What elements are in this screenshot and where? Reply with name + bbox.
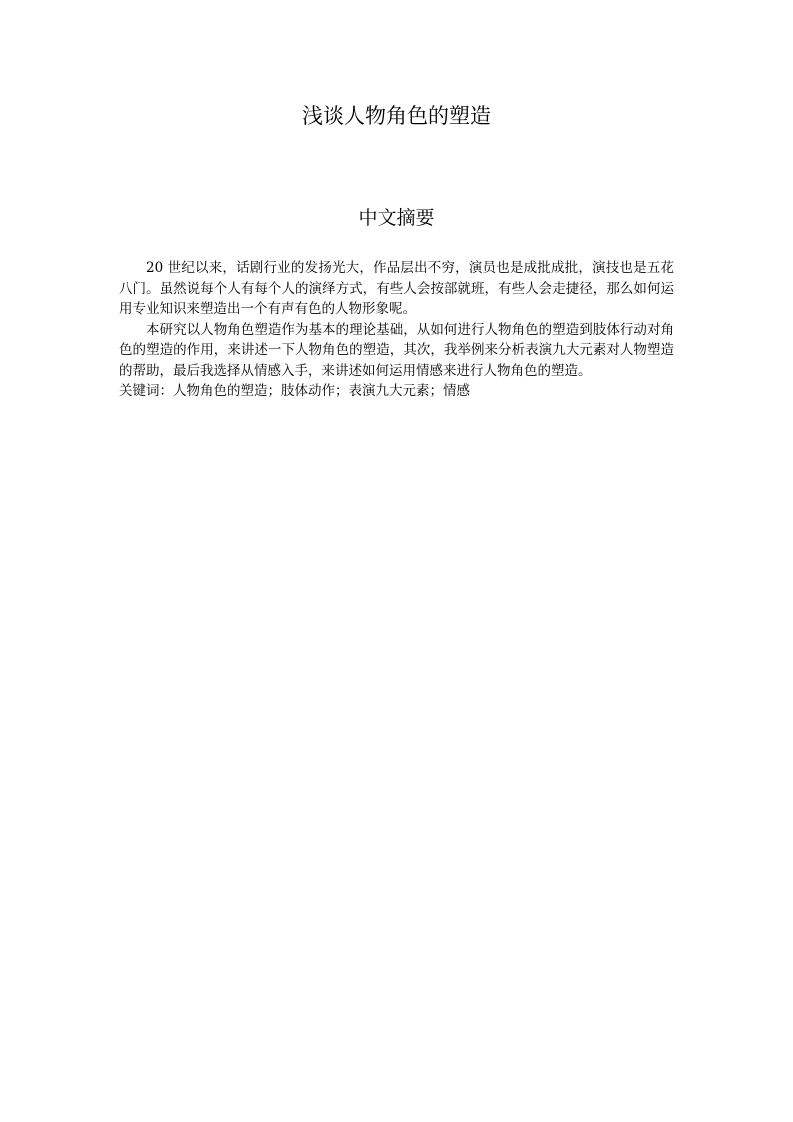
abstract-body [119,258,674,402]
abstract-paragraph: 20 世纪以来，话剧行业的发扬光大，作品层出不穷，演员也是成批成批，演技也是五花八门。虽然说每个人有每个人的演绎方式，有些人会按部就班，有些人会走捷径，那么如何运用专业知识来塑造出一个有声有色的人物形象呢。 [119,260,674,317]
abstract-paragraph: 本研究以人物角色塑造作为基本的理论基础，从如何进行人物角色的塑造到肢体行动对角色的塑造的作用，来讲述一下人物角色的塑造，其次，我举例来分析表演九大元素对人物塑造的帮助，最后我选择从情感入手，来讲述如何运用情感来进行人物角色的塑造。 [119,321,674,379]
abstract-heading: 中文摘要 [358,207,435,229]
document-title: 浅谈人物角色的塑造 [302,104,491,128]
keywords-line: 关键词：人物角色的塑造；肢体动作；表演九大元素；情感 [119,383,470,399]
